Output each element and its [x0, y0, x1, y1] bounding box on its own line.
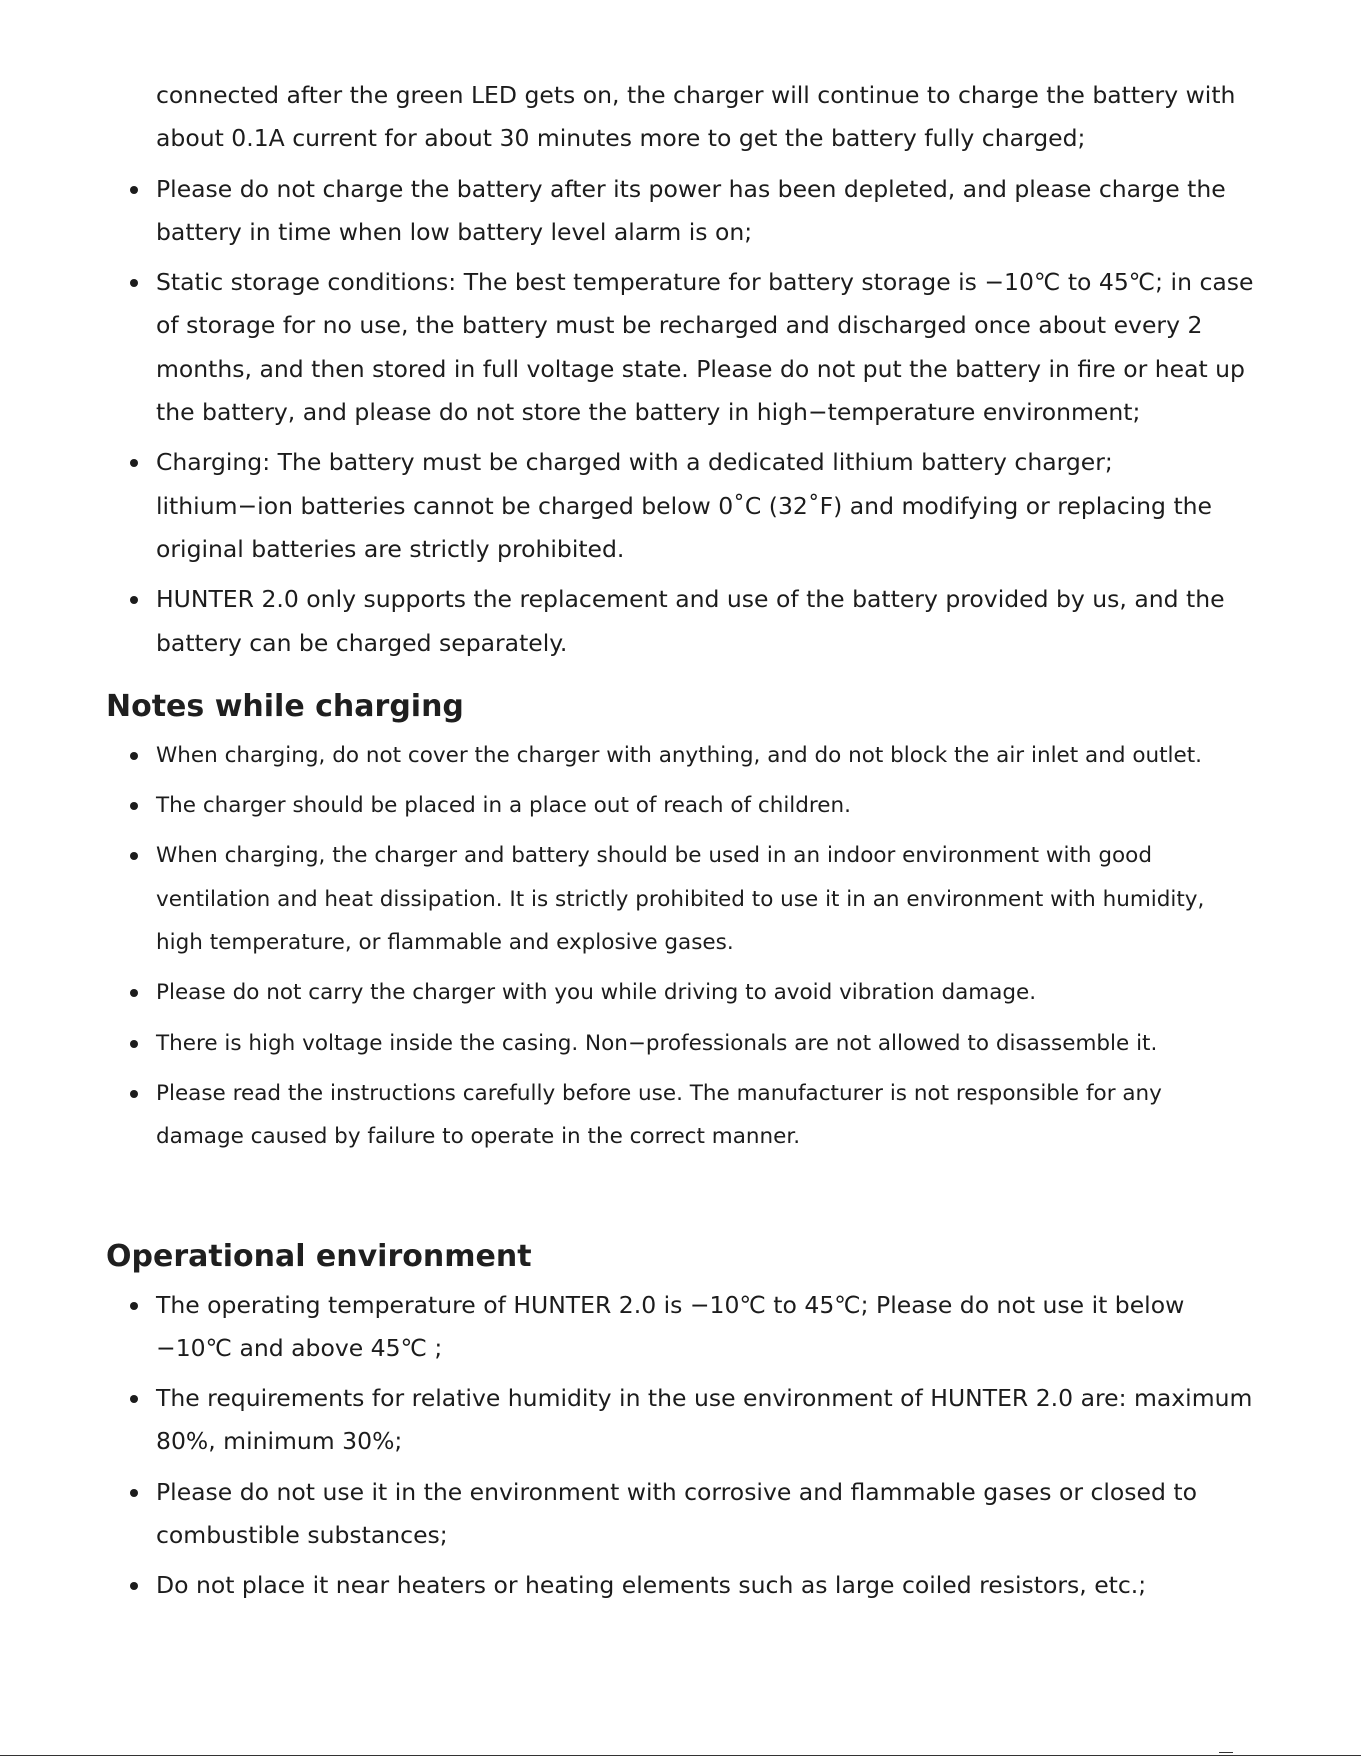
- list-item: Please do not use it in the environment with corrosive and flammable gases or closed to combustible substances;: [106, 1471, 1256, 1558]
- list-item: Do not place it near heaters or heating elements such as large coiled resistors, etc.;: [106, 1564, 1256, 1607]
- list-item: Please do not charge the battery after its power has been depleted, and please charge the battery in time when low battery level alarm is on;: [106, 168, 1256, 255]
- battery-notes-list: [106, 168, 1256, 665]
- list-item: When charging, the charger and battery should be used in an indoor environment with good ventilation and heat dissipation. It is strictly prohibited to use it in an environment with humidity, high temperature, or flammable and explosive gases.: [106, 834, 1256, 964]
- continuation-paragraph: connected after the green LED gets on, the charger will continue to charge the battery with about 0.1A current for about 30 minutes more to get the battery fully charged;: [156, 81, 1236, 153]
- list-item: The operating temperature of HUNTER 2.0 is −10℃ to 45℃; Please do not use it below −10℃ and above 45℃ ;: [106, 1284, 1256, 1371]
- list-item: When charging, do not cover the charger with anything, and do not block the air inlet and outlet.: [106, 734, 1256, 777]
- list-item: The charger should be placed in a place out of reach of children.: [106, 784, 1256, 827]
- list-item: Please read the instructions carefully before use. The manufacturer is not responsible for any damage caused by failure to operate in the correct manner.: [106, 1072, 1256, 1159]
- list-item: HUNTER 2.0 only supports the replacement and use of the battery provided by us, and the battery can be charged separately.: [106, 578, 1256, 665]
- charging-notes-list: [106, 734, 1256, 1159]
- notes-heading: Notes while charging: [106, 688, 464, 724]
- list-item: There is high voltage inside the casing. Non−professionals are not allowed to disassemble it.: [106, 1022, 1256, 1065]
- footer-mark: [1219, 1752, 1233, 1753]
- environment-list: [106, 1284, 1256, 1608]
- list-item: The requirements for relative humidity in the use environment of HUNTER 2.0 are: maximum 80%, minimum 30%;: [106, 1377, 1256, 1464]
- list-item: Static storage conditions: The best temperature for battery storage is −10℃ to 45℃; in case of storage for no use, the battery must be recharged and discharged once about every 2 months, and then stored in full voltage state. Please do not put the battery in fire or heat up the battery, and please do not store the battery in high−temperature environment;: [106, 261, 1256, 434]
- list-item: Please do not carry the charger with you while driving to avoid vibration damage.: [106, 971, 1256, 1014]
- environment-heading: Operational environment: [106, 1238, 532, 1274]
- footer-divider: [0, 1755, 1361, 1756]
- document-page: [106, 74, 1256, 1608]
- list-item: Charging: The battery must be charged with a dedicated lithium battery charger; lithium−ion batteries cannot be charged below 0˚C (32˚F) and modifying or replacing the original batteries are strictly prohibited.: [106, 441, 1256, 571]
